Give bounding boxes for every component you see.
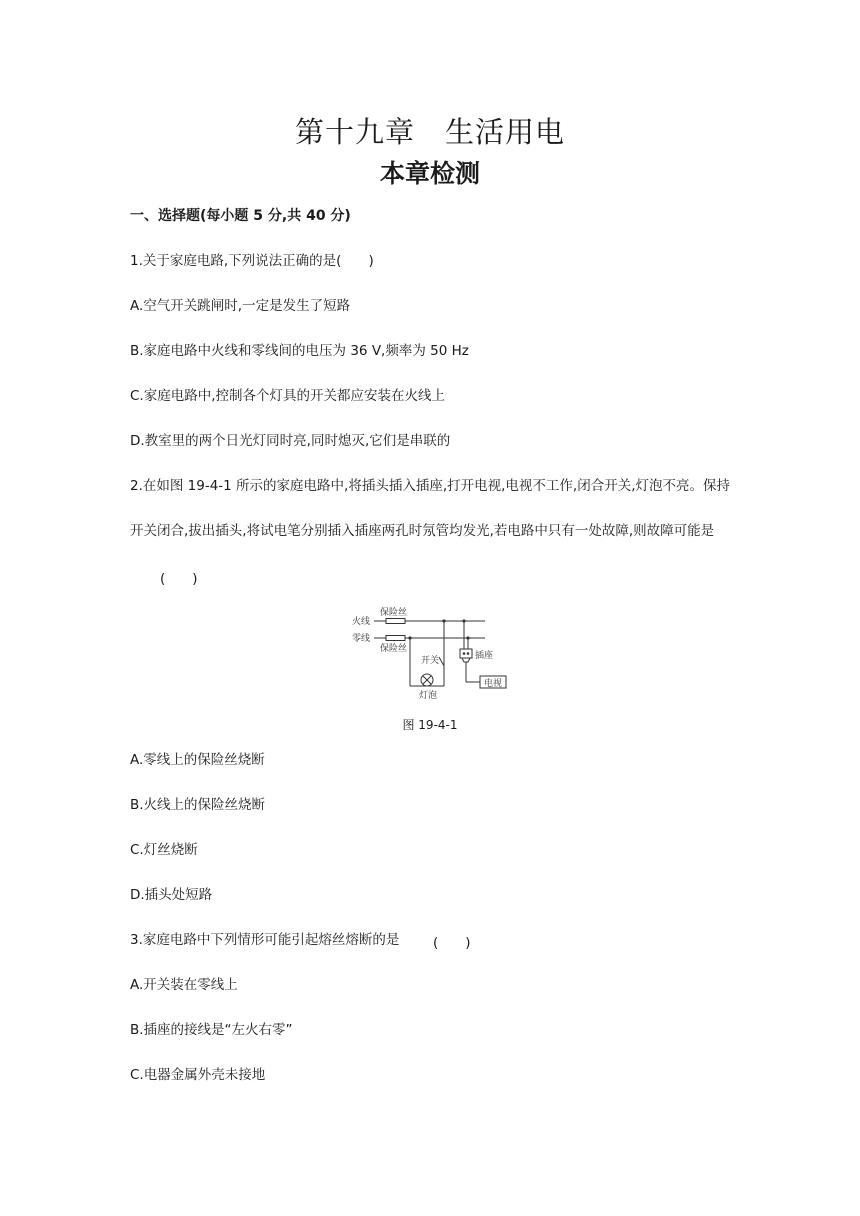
junction-dot [408,636,411,639]
question-3-option-c: C.电器金属外壳未接地 [130,1067,266,1083]
tv-label: 电视 [484,679,503,689]
question-3-option-b: B.插座的接线是“左火右零” [130,1022,293,1038]
circuit-diagram [340,602,520,700]
junction-dot [442,619,445,622]
figure-caption: 图 19-4-1 [402,718,458,732]
question-3-answer-paren: ( ) [433,935,471,951]
question-2-stem-line-2: 开关闭合,拔出插头,将试电笔分别插入插座两孔时氖管均发光,若电路中只有一处故障,则故障可能是 [130,523,715,539]
socket-label: 插座 [475,651,494,661]
junction-dot [466,636,469,639]
chapter-title [0,110,860,151]
question-1-option-d: D.教室里的两个日光灯同时亮,同时熄灭,它们是串联的 [130,433,451,449]
question-3-stem: 3.家庭电路中下列情形可能引起熔丝熔断的是 [130,932,400,948]
question-3-option-a: A.开关装在零线上 [130,977,238,993]
chapter-number: 第十九章 [294,115,415,149]
bulb-label: 灯泡 [419,691,438,700]
question-2-option-a: A.零线上的保险丝烧断 [130,752,265,768]
neutral-wire-label: 零线 [352,634,371,644]
section-title: 本章检测 [379,159,480,188]
question-1-option-a: A.空气开关跳闸时,一定是发生了短路 [130,298,351,314]
question-1-stem: 1.关于家庭电路,下列说法正确的是( ) [130,253,374,269]
switch-symbol [439,657,444,666]
question-2-option-b: B.火线上的保险丝烧断 [130,797,266,813]
question-2-stem-line-1: 2.在如图 19-4-1 所示的家庭电路中,将插头插入插座,打开电视,电视不工作,闭合开关,灯泡不亮。保持 [130,478,731,494]
switch-label: 开关 [421,656,440,666]
question-1-option-b: B.家庭电路中火线和零线间的电压为 36 V,频率为 50 Hz [130,343,469,359]
question-1-option-c: C.家庭电路中,控制各个灯具的开关都应安装在火线上 [130,388,446,404]
live-wire-label: 火线 [352,617,371,627]
chapter-name: 生活用电 [445,115,566,149]
question-2-answer-paren: ( ) [160,571,198,587]
bulb-symbol [421,674,433,686]
part-heading: 一、选择题(每小题 5 分,共 40 分) [130,208,351,224]
question-2-option-c: C.灯丝烧断 [130,842,198,858]
question-2-option-d: D.插头处短路 [130,887,213,903]
fuse-bottom-label: 保险丝 [380,644,408,654]
junction-dot [462,619,465,622]
fuse-top-label: 保险丝 [380,608,408,618]
